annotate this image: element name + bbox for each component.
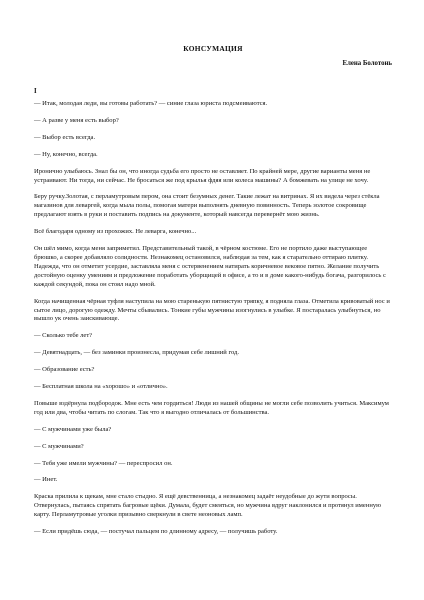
paragraph: — С мужчинами? — [34, 442, 84, 450]
paragraph: — Образование есть? — [34, 366, 95, 374]
paragraph: Краска прилила к щекам, мне стало стыдно. Я ещё девственница, а незнакомец задаёт неудобные до жути вопросы. Отвернулась, пытаясь спрятать багровые щёки. Думала, будет смеяться, но мужчина вдруг наклонился и протянул именную карту. Перламутровые уголки призывно сверкнули в свете неоновых ламп. — [34, 493, 381, 519]
paragraph: — Инет. — [34, 476, 58, 484]
author-name: Елена Болотонь — [342, 60, 392, 67]
paragraph: Он шёл мимо, когда меня заприметил. Представительный такой, в чёрном костюме. Его не портило даже выступающее брюшко, а скорее добавляло солидности. Незнакомец остановился, наблюдая за тем, как я старательно оттираю плитку. Надежда, что он отметит усердие, заставляла меня с остервенением натирать коричневое вековое пятно. Желание получить достойную оценку умениям и предложение поработать уборщицей в офисе, а то и в доме какого-нибудь богача, разгорилось с каждой секундой, пока он стоял надо мной. — [34, 245, 386, 288]
paragraph: — Если придёшь сюда, — постучал пальцем по длинному адресу, — получишь работу. — [34, 528, 278, 536]
document-body — [34, 100, 392, 537]
paragraph: — Девятнадцать, — без заминки произнесла, придумав себе лишний год. — [34, 349, 240, 357]
chapter-number: I — [34, 88, 37, 95]
paragraph: — А разве у меня есть выбор? — [34, 116, 119, 124]
paragraph: — Выбор есть всегда. — [34, 133, 96, 141]
paragraph: — Тебя уже имели мужчины? — переспросил он. — [34, 459, 173, 467]
paragraph: — Ну, конечно, всегда. — [34, 150, 98, 158]
paragraph: Повыше вздёрнула подбородок. Мне есть чем гордиться! Люди из нашей общины не могли себе позволить учиться. Максимум год или два, чтобы читать по слогам. Так что я выгодно отличалась от большинства. — [34, 399, 389, 416]
paragraph: — Итак, молодая леди, вы готовы работать? — синие глаза юриста подсмеиваются. — [34, 100, 268, 107]
paragraph: Когда начищенная чёрная туфля наступила на мою старенькую пятнистую тряпку, я подняла глаза. Отметила кривоватый нос и сытое лицо, дорогую одежду. Мечты сбывались. Тонкие губы мужчины изогнулись в улыбке. Я постаралась улыбнуться, но вышло ук очень заискивающе. — [34, 297, 390, 323]
paragraph: Всё благодаря одному из прохожих. Не леварга, конечно... — [34, 228, 197, 236]
paragraph: — С мужчинами уже была? — [34, 425, 112, 433]
paragraph: Беру ручку.Золотая, с перламутровым пером, она стоит безумных денег. Такие лежат на витринах. Я их видела через стёкла магазинов для леваргей, когда мыла полы, помогая матери выполнять дневную повинность. Теперь золотое сокровище предлагают взять в руки и поставить подпись на документе, который навсегда перевернёт мою жизнь. — [34, 193, 380, 219]
paragraph: — Сколько тебе лет? — [34, 332, 93, 340]
paragraph: — Бесплатная школа на «хорошо» и «отлично». — [34, 383, 168, 391]
paragraph: Иронично улыбаюсь. Знал бы он, что иногда судьба его просто не оставляет. По крайней мере, другие варианты меня не устраивают. Ни тогда, ни сейчас. Не бросаться же под крылья фдяя или колеса машины? А бомжевать на улице не хочу. — [34, 167, 371, 184]
document-title: КОНСУМАЦИЯ — [183, 44, 243, 53]
